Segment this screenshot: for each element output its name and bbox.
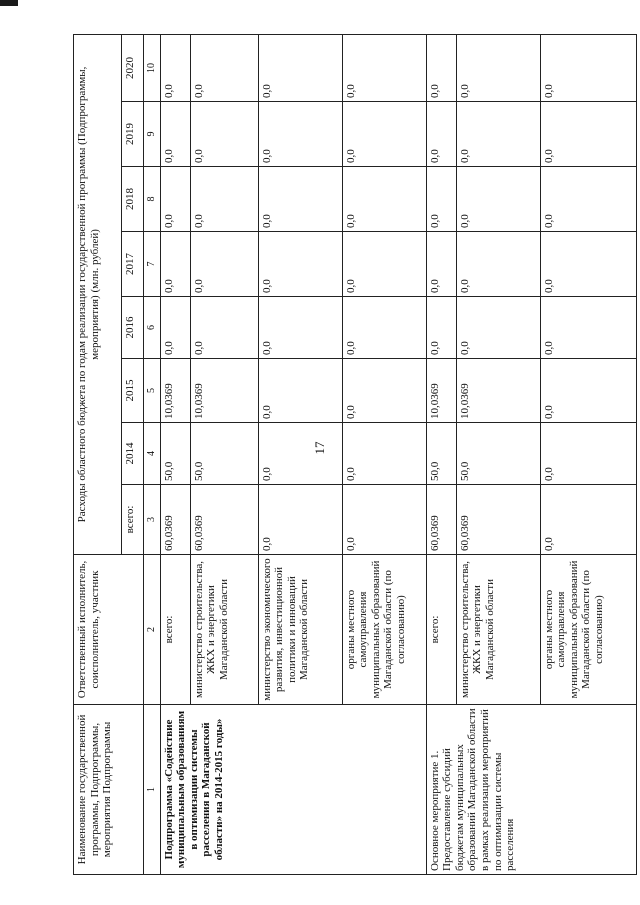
page-number: 17 — [312, 441, 327, 455]
executor-cell: министерство строительства, ЖКХ и энергетики Магаданской области — [456, 555, 540, 705]
value-cell: 50,0 — [160, 423, 190, 485]
index-cell: 10 — [144, 34, 161, 101]
value-cell: 0,0 — [426, 167, 456, 232]
value-cell: 0,0 — [456, 232, 540, 297]
value-cell: 0,0 — [342, 297, 426, 359]
header-name: Наименование государственной программы, Подпрограммы, мероприятия Подпрограммы — [74, 705, 144, 875]
value-cell: 0,0 — [190, 232, 258, 297]
header-year-2017: 2017 — [122, 232, 144, 297]
index-cell: 1 — [144, 705, 161, 875]
executor-cell: министерство экономического развития, инвестиционной политики и инноваций Магаданской области — [258, 555, 342, 705]
value-cell: 0,0 — [540, 102, 636, 167]
value-cell: 60,0369 — [426, 485, 456, 555]
value-cell: 0,0 — [456, 167, 540, 232]
value-cell: 0,0 — [540, 34, 636, 101]
value-cell: 0,0 — [190, 102, 258, 167]
index-row — [144, 34, 161, 874]
value-cell: 10,0369 — [190, 359, 258, 423]
executor-cell: всего: — [160, 555, 190, 705]
header-year-2020: 2020 — [122, 34, 144, 101]
value-cell: 0,0 — [426, 102, 456, 167]
value-cell: 0,0 — [342, 232, 426, 297]
value-cell: 0,0 — [258, 359, 342, 423]
value-cell: 50,0 — [426, 423, 456, 485]
value-cell: 0,0 — [540, 167, 636, 232]
header-year-total: всего: — [122, 485, 144, 555]
index-cell: 8 — [144, 167, 161, 232]
value-cell: 0,0 — [160, 167, 190, 232]
activity-name: Основное мероприятие 1. Предоставление субсидий бюджетам муниципальных образований Магаданской области в рамках реализации мероприятий по оптимизации системы расселения — [426, 705, 636, 875]
budget-table — [73, 34, 637, 875]
value-cell: 0,0 — [258, 423, 342, 485]
value-cell: 0,0 — [160, 297, 190, 359]
value-cell: 0,0 — [342, 423, 426, 485]
value-cell: 50,0 — [456, 423, 540, 485]
value-cell: 50,0 — [190, 423, 258, 485]
value-cell: 0,0 — [540, 359, 636, 423]
value-cell: 0,0 — [342, 485, 426, 555]
budget-table-sheet — [73, 35, 633, 875]
value-cell: 0,0 — [342, 359, 426, 423]
value-cell: 0,0 — [160, 34, 190, 101]
value-cell: 0,0 — [540, 232, 636, 297]
value-cell: 0,0 — [342, 102, 426, 167]
executor-cell: органы местного самоуправления муниципальных образований Магаданской области (по согласованию) — [342, 555, 426, 705]
value-cell: 10,0369 — [160, 359, 190, 423]
scan-corner-mark — [0, 0, 18, 6]
table-row — [426, 34, 456, 874]
value-cell: 0,0 — [258, 232, 342, 297]
value-cell: 0,0 — [258, 485, 342, 555]
header-year-2016: 2016 — [122, 297, 144, 359]
index-cell: 3 — [144, 485, 161, 555]
index-cell: 2 — [144, 555, 161, 705]
header-expenses: Расходы областного бюджета по годам реализации государственной программы (Подпрограммы, мероприятия) (млн. рублей) — [74, 34, 122, 554]
value-cell: 60,0369 — [190, 485, 258, 555]
index-cell: 7 — [144, 232, 161, 297]
value-cell: 0,0 — [540, 423, 636, 485]
index-cell: 4 — [144, 423, 161, 485]
table-row — [160, 34, 190, 874]
value-cell: 0,0 — [160, 232, 190, 297]
header-year-2019: 2019 — [122, 102, 144, 167]
value-cell: 0,0 — [258, 167, 342, 232]
value-cell: 0,0 — [540, 297, 636, 359]
subprogram-name: Подпрограмма «Содействие муниципальным образованиям в оптимизации системы расселения в Магаданской области» на 2014-2015 годы» — [160, 705, 426, 875]
value-cell: 10,0369 — [426, 359, 456, 423]
header-year-2015: 2015 — [122, 359, 144, 423]
executor-cell: органы местного самоуправления муниципальных образований Магаданской области (по согласованию) — [540, 555, 636, 705]
value-cell: 60,0369 — [160, 485, 190, 555]
value-cell: 0,0 — [426, 34, 456, 101]
header-executor: Ответственный исполнитель, соисполнитель, участник — [74, 555, 144, 705]
value-cell: 0,0 — [258, 102, 342, 167]
executor-cell: министерство строительства, ЖКХ и энергетики Магаданской области — [190, 555, 258, 705]
value-cell: 0,0 — [258, 34, 342, 101]
index-cell: 9 — [144, 102, 161, 167]
value-cell: 0,0 — [342, 34, 426, 101]
index-cell: 6 — [144, 297, 161, 359]
value-cell: 0,0 — [342, 167, 426, 232]
header-year-2014: 2014 — [122, 423, 144, 485]
executor-cell: всего: — [426, 555, 456, 705]
header-year-2018: 2018 — [122, 167, 144, 232]
value-cell: 0,0 — [540, 485, 636, 555]
value-cell: 0,0 — [258, 297, 342, 359]
value-cell: 0,0 — [426, 232, 456, 297]
value-cell: 0,0 — [456, 102, 540, 167]
value-cell: 10,0369 — [456, 359, 540, 423]
value-cell: 0,0 — [456, 297, 540, 359]
value-cell: 0,0 — [456, 34, 540, 101]
value-cell: 60,0369 — [456, 485, 540, 555]
value-cell: 0,0 — [190, 167, 258, 232]
value-cell: 0,0 — [190, 34, 258, 101]
index-cell: 5 — [144, 359, 161, 423]
value-cell: 0,0 — [426, 297, 456, 359]
value-cell: 0,0 — [190, 297, 258, 359]
value-cell: 0,0 — [160, 102, 190, 167]
